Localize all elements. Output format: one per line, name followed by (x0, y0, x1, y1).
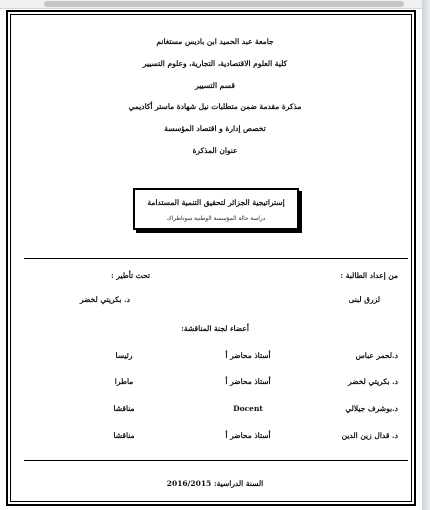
university-name: جامعة عبد الحميد ابن باديس مستغانم (156, 37, 274, 46)
academic-year: السنة الدراسية: 2016/2015 (166, 479, 264, 488)
viewer-edge (422, 0, 430, 510)
committee-heading: أعضاء لجنة المناقشة: (181, 324, 249, 333)
member-rank: أستاذ محاضر أ (225, 431, 271, 440)
thesis-title-label: عنوان المذكرة (192, 146, 238, 155)
member-name: د. قدال زين الدين (341, 431, 398, 440)
member-rank: أستاذ محاضر أ (225, 377, 271, 386)
member-role: ماطرا (114, 377, 134, 386)
supervisor-label: تحت تأطير : (110, 271, 150, 280)
thesis-type: مذكرة مقدمة ضمن متطلبات نيل شهادة ماستر أكاديمي (128, 102, 302, 111)
horizontal-scrollbar[interactable] (0, 0, 430, 9)
thesis-title: إستراتيجية الجزائر لتحقيق التنمية المستدامة (147, 198, 285, 207)
member-name: د. بكريتي لخضر (348, 377, 398, 386)
separator-line (24, 258, 408, 259)
student-label: من إعداد الطالبة : (340, 271, 398, 280)
separator-line (24, 460, 408, 461)
supervisor-name: د. بكريتي لخضر (80, 295, 130, 304)
member-role: رئيسا (115, 351, 133, 360)
member-role: مناقشا (113, 404, 135, 413)
scrollbar-thumb[interactable] (44, 1, 404, 7)
thesis-title-box (133, 188, 299, 230)
member-role: مناقشا (113, 431, 135, 440)
faculty-name: كلية العلوم الاقتصادية، التجارية، وعلوم التسيير (142, 59, 288, 68)
case-study-subtitle: دراسة حالة المؤسسة الوطنية سوناطراك (166, 216, 266, 222)
specialty: تخصص إدارة و اقتصاد المؤسسة (164, 124, 266, 133)
member-name: د.لحمر عباس (355, 351, 398, 360)
student-name: لزرق لبنى (348, 295, 380, 304)
member-name: د.بوشرف جيلالي (345, 404, 398, 413)
department-name: قسم التسيير (195, 81, 235, 90)
member-rank: Docent (233, 404, 263, 413)
member-rank: أستاذ محاضر أ (225, 351, 271, 360)
